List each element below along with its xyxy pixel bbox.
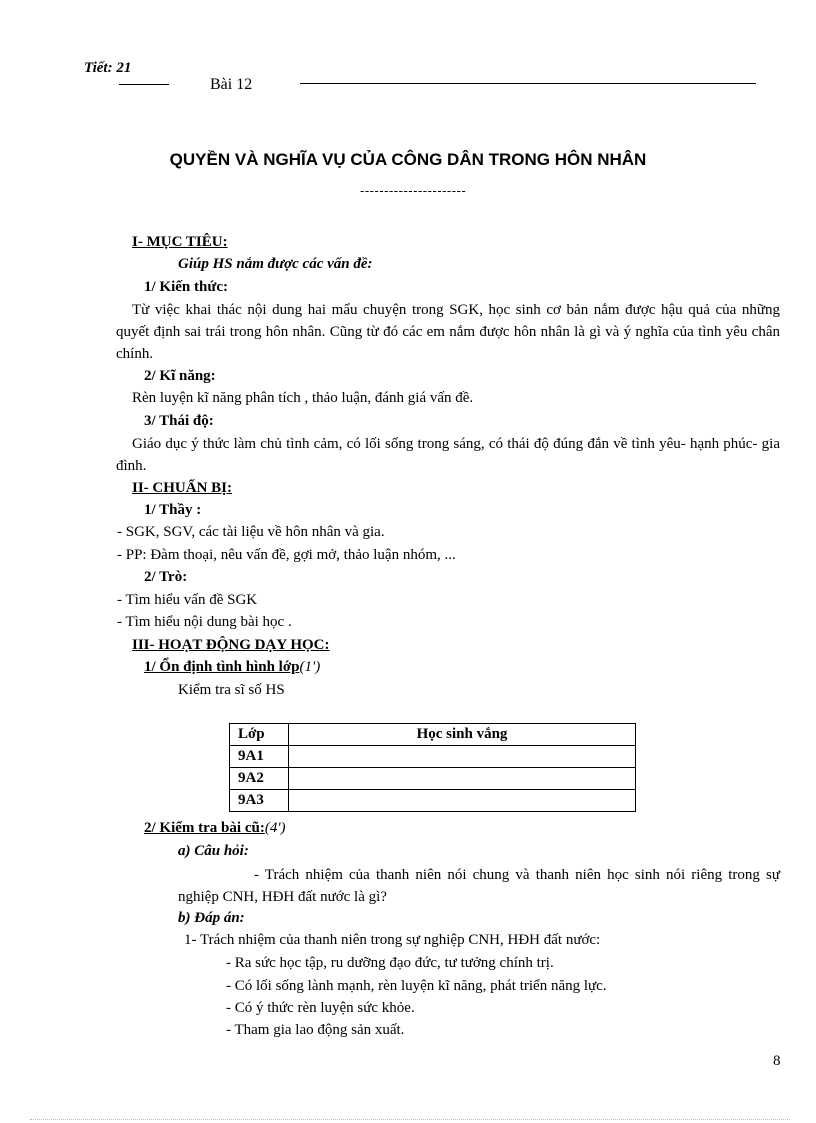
lesson-number: Tiết: 21 — [84, 60, 132, 76]
knowledge-text: Từ việc khai thác nội dung hai mẩu chuyện trong SGK, học sinh cơ bản nắm được hậu quả của những quyết định sai trái trong hôn nhân. Cũng từ đó các em nắm được hôn nhân là gì và ý nghĩa của tình yêu chân chính. — [116, 302, 780, 362]
answer-heading: b) Đáp án: — [178, 910, 245, 926]
teacher-item: - SGK, SGV, các tài liệu về hôn nhân và gia. — [117, 524, 385, 540]
table-cell-absent — [289, 768, 636, 790]
answer-item: - Tham gia lao động sản xuất. — [226, 1022, 405, 1038]
student-heading: 2/ Trò: — [144, 569, 188, 585]
answer-lead: 1- Trách nhiệm của thanh niên trong sự nghiệp CNH, HĐH đất nước: — [184, 932, 601, 948]
table-header-cell: Lớp — [230, 724, 289, 746]
attendance-text: Kiểm tra sĩ số HS — [178, 682, 285, 698]
knowledge-heading: 1/ Kiến thức: — [144, 279, 228, 295]
question-text: - Trách nhiệm của thanh niên nói chung và thanh niên học sinh nói riêng trong sự nghiệp CNH, HĐH đất nước là gì? — [178, 867, 780, 905]
review-heading: 2/ Kiểm tra bài cũ: — [144, 820, 265, 836]
table-row — [230, 790, 636, 812]
answer-item: - Có lối sống lành mạnh, rèn luyện kĩ năng, phát triển năng lực. — [226, 978, 607, 994]
table-row — [230, 768, 636, 790]
review-time: (4') — [264, 820, 286, 836]
page-number: 8 — [773, 1053, 781, 1069]
table-cell-class: 9A1 — [230, 746, 289, 768]
table-header-row — [230, 724, 636, 746]
student-item: - Tìm hiểu vấn đề SGK — [117, 592, 258, 608]
section-objectives-heading: I- MỤC TIÊU: — [132, 234, 228, 250]
section-preparation-heading: II- CHUẨN BỊ: — [132, 480, 233, 496]
title-underline-dashes: ---------------------- — [360, 183, 467, 198]
skills-heading: 2/ Kĩ năng: — [144, 368, 216, 384]
skills-text: Rèn luyện kĩ năng phân tích , thảo luận, đánh giá vấn đề. — [132, 390, 474, 406]
lesson-label: Bài 12 — [210, 76, 253, 93]
table-header-cell: Học sinh vắng — [289, 724, 636, 746]
answer-item: - Có ý thức rèn luyện sức khỏe. — [226, 1000, 415, 1016]
table-cell-class: 9A2 — [230, 768, 289, 790]
objectives-intro: Giúp HS nắm được các vấn đề: — [178, 256, 373, 272]
answer-item: - Ra sức học tập, ru dưỡng đạo đức, tư tưởng chính trị. — [226, 955, 554, 971]
stabilize-heading-line — [144, 659, 320, 676]
stabilize-time: (1') — [299, 659, 321, 675]
header-rule-right — [300, 83, 756, 84]
attitude-text: Giáo dục ý thức làm chủ tình cảm, có lối sống trong sáng, có thái độ đúng đắn về tình yêu- hạnh phúc- gia đình. — [116, 436, 780, 474]
header-rule-left — [119, 84, 169, 85]
table-cell-absent — [289, 790, 636, 812]
review-heading-line — [144, 820, 286, 837]
table-row — [230, 746, 636, 768]
teacher-heading: 1/ Thầy : — [144, 502, 202, 518]
page-bottom-edge — [30, 1119, 790, 1120]
section-activities-heading: III- HOẠT ĐỘNG DẠY HỌC: — [132, 637, 330, 653]
attitude-heading: 3/ Thái độ: — [144, 413, 214, 429]
student-item: - Tìm hiểu nội dung bài học . — [117, 614, 292, 630]
stabilize-heading: 1/ Ổn định tình hình lớp — [144, 659, 300, 675]
teacher-item: - PP: Đàm thoại, nêu vấn đề, gợi mở, thảo luận nhóm, ... — [117, 547, 456, 563]
attendance-table — [229, 723, 636, 812]
page-title: QUYỀN VÀ NGHĨA VỤ CỦA CÔNG DÂN TRONG HÔN NHÂN — [169, 150, 647, 169]
table-cell-absent — [289, 746, 636, 768]
question-heading: a) Câu hỏi: — [178, 843, 249, 859]
table-cell-class: 9A3 — [230, 790, 289, 812]
